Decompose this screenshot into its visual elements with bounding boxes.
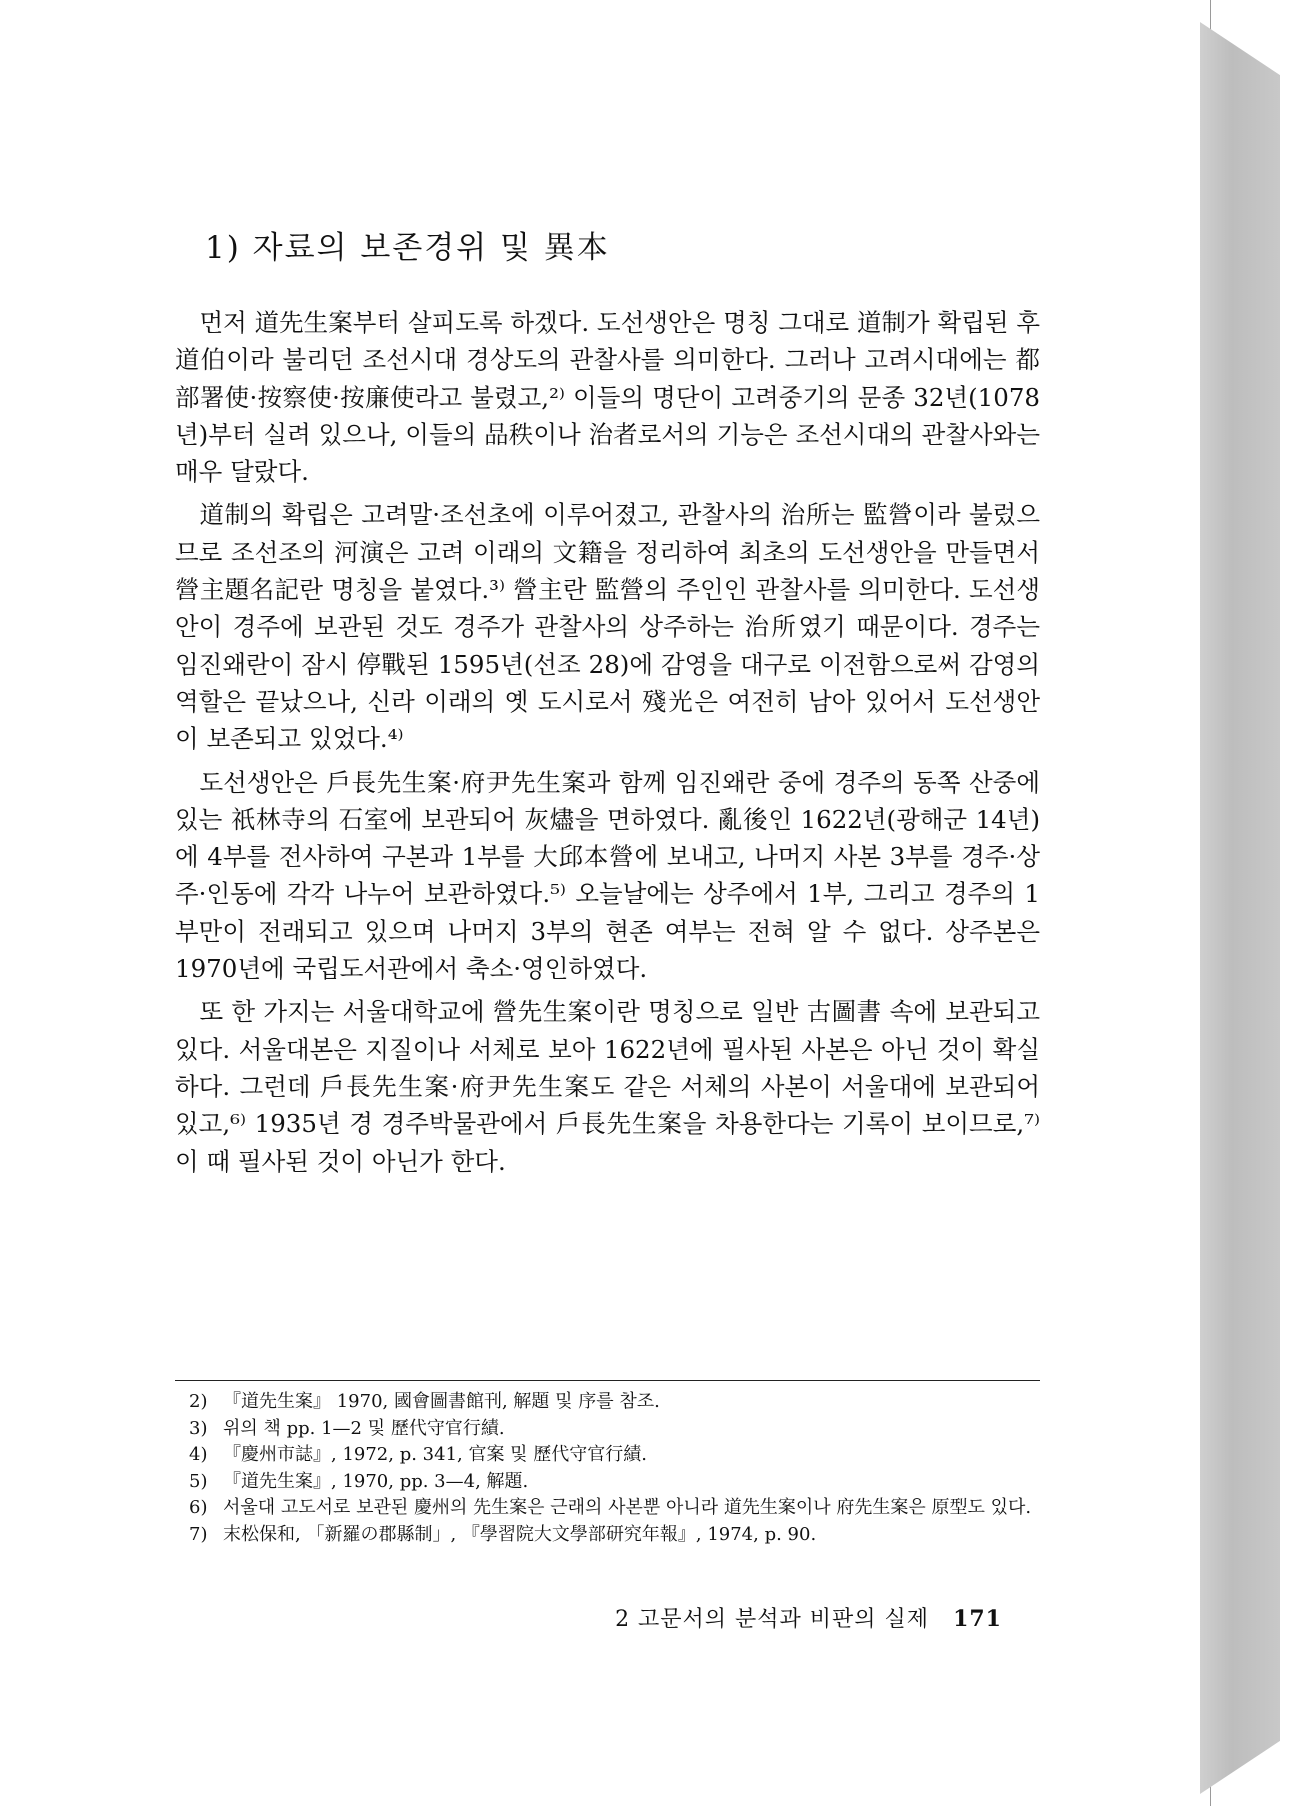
footnotes [175, 1380, 1040, 1548]
body-text [175, 304, 1040, 1186]
footnote-text: 『道先生案』 1970, 國會圖書館刊, 解題 및 序를 참조. [223, 1391, 660, 1412]
footnote-number: 7) [189, 1523, 208, 1545]
footnote [175, 1416, 1040, 1443]
paragraph: 도선생안은 戶長先生案·府尹先生案과 함께 임진왜란 중에 경주의 동쪽 산중에 있는 祇林寺의 石室에 보관되어 灰燼을 면하였다. 亂後인 1622년(광해군 14년)에 4부를 전사하여 구본과 1부를 大邱本營에 보내고, 나머지 사본 3부를 경주·상주·인동에 각각 나누어 보관하였다.⁵⁾ 오늘날에는 상주에서 1부, 그리고 경주의 1부만이 전래되고 있으며 나머지 3부의 현존 여부는 전혀 알 수 없다. 상주본은 1970년에 국립도서관에서 축소·영인하였다. [175, 767, 1040, 984]
footnote-text: 서울대 고도서로 보관된 慶州의 先生案은 근래의 사본뿐 아니라 道先生案이나 府先生案은 原型도 있다. [223, 1497, 1032, 1518]
footnote-number: 3) [189, 1417, 208, 1439]
footnote-text: 末松保和, 「新羅の郡縣制」, 『學習院大文學部研究年報』, 1974, p. 90. [223, 1523, 817, 1545]
footnote-text: 『道先生案』, 1970, pp. 3—4, 解題. [223, 1470, 529, 1492]
paragraph: 먼저 道先生案부터 살피도록 하겠다. 도선생안은 명칭 그대로 道制가 확립된 후 道伯이라 불리던 조선시대 경상도의 관찰사를 의미한다. 그러나 고려시대에는 都部署使·按察使·按廉使라고 불렸고,²⁾ 이들의 명단이 고려중기의 문종 32년(1078년)부터 실려 있으나, 이들의 品秩이나 治者로서의 기능은 조선시대의 관찰사와는 매우 달랐다. [175, 308, 1040, 487]
paragraph: 또 한 가지는 서울대학교에 營先生案이란 명칭으로 일반 古圖書 속에 보관되고 있다. 서울대본은 지질이나 서체로 보아 1622년에 필사된 사본은 아닌 것이 확실하다. 그런데 戶長先生案·府尹先生案도 같은 서체의 사본이 서울대에 보관되어 있고,⁶⁾ 1935년 경 경주박물관에서 戶長先生案을 차용한다는 기록이 보이므로,⁷⁾ 이 때 필사된 것이 아닌가 한다. [175, 997, 1040, 1176]
footnote-number: 4) [189, 1444, 208, 1465]
page-content [175, 0, 1040, 1806]
footnote [175, 1495, 1040, 1522]
footnote-number: 2) [189, 1391, 208, 1412]
footnote-text: 위의 책 pp. 1—2 및 歷代守官行績. [223, 1417, 505, 1439]
section-title: 1) 자료의 보존경위 및 異本 [205, 230, 610, 266]
footnote-text: 『慶州市誌』, 1972, p. 341, 官案 및 歷代守官行績. [223, 1444, 648, 1465]
footnote [175, 1469, 1040, 1496]
running-title: 2 고문서의 분석과 비판의 실제 [615, 1607, 930, 1632]
footnote-number: 6) [189, 1497, 208, 1518]
page-number: 171 [953, 1606, 1002, 1632]
footnote [175, 1442, 1040, 1469]
footnote-number: 5) [189, 1470, 208, 1492]
book-edge [1200, 22, 1280, 1794]
footnote [175, 1389, 1040, 1416]
paragraph: 道制의 확립은 고려말·조선초에 이루어졌고, 관찰사의 治所는 監營이라 불렀으므로 조선조의 河演은 고려 이래의 文籍을 정리하여 최초의 도선생안을 만들면서 營主題名記란 명칭을 붙였다.³⁾ 營主란 監營의 주인인 관찰사를 의미한다. 도선생안이 경주에 보관된 것도 경주가 관찰사의 상주하는 治所였기 때문이다. 경주는 임진왜란이 잠시 停戰된 1595년(선조 28)에 감영을 대구로 이전함으로써 감영의 역할은 끝났으나, 신라 이래의 옛 도시로서 殘光은 여전히 남아 있어서 도선생안이 보존되고 있었다.⁴⁾ [175, 500, 1040, 754]
running-footer [615, 1602, 1002, 1633]
footnote [175, 1522, 1040, 1549]
